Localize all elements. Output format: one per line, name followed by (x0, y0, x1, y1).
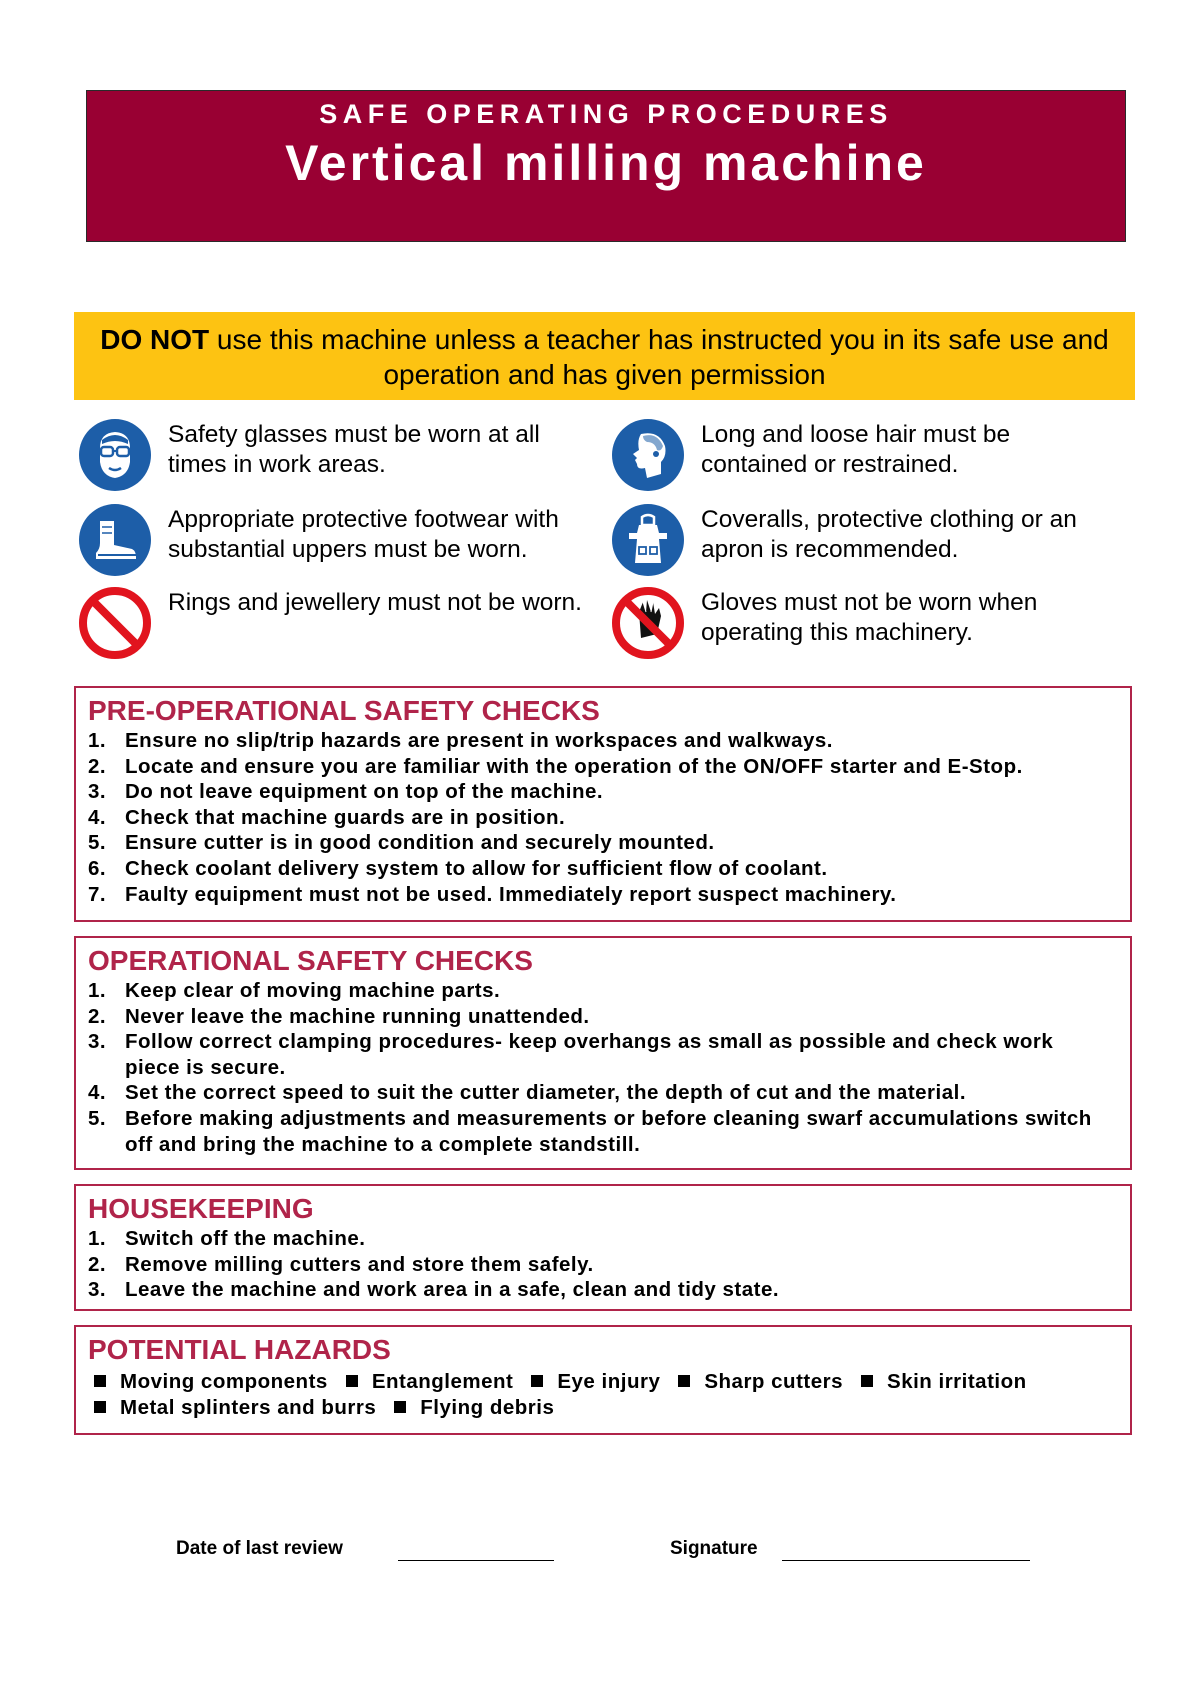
signature-field[interactable] (782, 1560, 1030, 1561)
list-item: 2. Never leave the machine running unattended. (88, 1004, 590, 1028)
section-heading: PRE-OPERATIONAL SAFETY CHECKS (88, 695, 600, 726)
bullet-square-icon (94, 1375, 106, 1387)
housekeeping-list (76, 1226, 1130, 1303)
ppe-text: Rings and jewellery must not be worn. (168, 589, 582, 616)
hazards-panel (74, 1325, 1132, 1435)
hazard-item: Entanglement (340, 1369, 514, 1395)
warning-emphasis: DO NOT (100, 324, 210, 355)
bullet-square-icon (531, 1375, 543, 1387)
ppe-text: Long and loose hair must be contained or restrained. (701, 421, 1011, 478)
apron-icon (611, 503, 685, 577)
document-title: Vertical milling machine (285, 135, 927, 191)
date-of-review-label: Date of last review (176, 1538, 343, 1559)
hazard-item: Moving components (88, 1369, 328, 1395)
title-banner (86, 90, 1126, 242)
list-item: 1. Ensure no slip/trip hazards are present in workspaces and walkways. (88, 729, 833, 752)
pre-operational-list (76, 728, 1130, 907)
bullet-square-icon (861, 1375, 873, 1387)
no-gloves-icon (611, 586, 685, 660)
document-subtitle: SAFE OPERATING PROCEDURES (319, 99, 893, 129)
pre-operational-panel (74, 686, 1132, 922)
warning-banner (74, 312, 1135, 400)
hazard-list (76, 1367, 1130, 1420)
list-item: 3. Follow correct clamping procedures- keep overhangs as small as possible and check work piece is secure. (88, 1030, 1054, 1079)
date-of-review-field[interactable] (398, 1560, 554, 1561)
list-item: 2. Remove milling cutters and store them safely. (88, 1252, 594, 1276)
list-item: 1. Keep clear of moving machine parts. (88, 979, 501, 1002)
hazard-item: Flying debris (388, 1395, 554, 1421)
housekeeping-panel (74, 1184, 1132, 1311)
section-heading: HOUSEKEEPING (88, 1193, 314, 1224)
list-item: 1. Switch off the machine. (88, 1227, 366, 1250)
signature-label: Signature (670, 1538, 758, 1559)
operational-list (76, 978, 1130, 1157)
hazard-item: Eye injury (525, 1369, 660, 1395)
list-item: 5. Ensure cutter is in good condition and securely mounted. (88, 831, 715, 855)
list-item: 4. Set the correct speed to suit the cutter diameter, the depth of cut and the material. (88, 1081, 967, 1105)
bullet-square-icon (94, 1401, 106, 1413)
hazard-item: Skin irritation (855, 1369, 1027, 1395)
section-heading: OPERATIONAL SAFETY CHECKS (88, 945, 533, 976)
safety-boots-icon (78, 503, 152, 577)
operational-panel (74, 936, 1132, 1170)
list-item: 3. Do not leave equipment on top of the machine. (88, 780, 604, 804)
hazard-item: Sharp cutters (672, 1369, 843, 1395)
bullet-square-icon (346, 1375, 358, 1387)
safety-glasses-icon (78, 418, 152, 492)
list-item: 6. Check coolant delivery system to allow for sufficient flow of coolant. (88, 856, 828, 880)
ppe-text: Gloves must not be worn when operating this machinery. (701, 589, 1038, 646)
ppe-text: Appropriate protective footwear with substantial uppers must be worn. (168, 506, 559, 563)
ppe-text: Safety glasses must be worn at all times in work areas. (168, 421, 540, 478)
hair-net-icon (611, 418, 685, 492)
list-item: 3. Leave the machine and work area in a safe, clean and tidy state. (88, 1278, 780, 1302)
bullet-square-icon (678, 1375, 690, 1387)
list-item: 4. Check that machine guards are in position. (88, 805, 566, 829)
warning-text: use this machine unless a teacher has instructed you in its safe use and operation and has given permission (209, 324, 1109, 390)
list-item: 7. Faulty equipment must not be used. Immediately report suspect machinery. (88, 882, 897, 906)
section-heading: POTENTIAL HAZARDS (88, 1334, 391, 1365)
no-jewellery-icon (78, 586, 152, 660)
list-item: 2. Locate and ensure you are familiar with the operation of the ON/OFF starter and E-Stop. (88, 754, 1023, 778)
list-item: 5. Before making adjustments and measurements or before cleaning swarf accumulations switch off and bring the machine to a complete standstill. (88, 1106, 1092, 1156)
bullet-square-icon (394, 1401, 406, 1413)
hazard-item: Metal splinters and burrs (88, 1395, 376, 1421)
ppe-text: Coveralls, protective clothing or an apron is recommended. (701, 506, 1077, 563)
